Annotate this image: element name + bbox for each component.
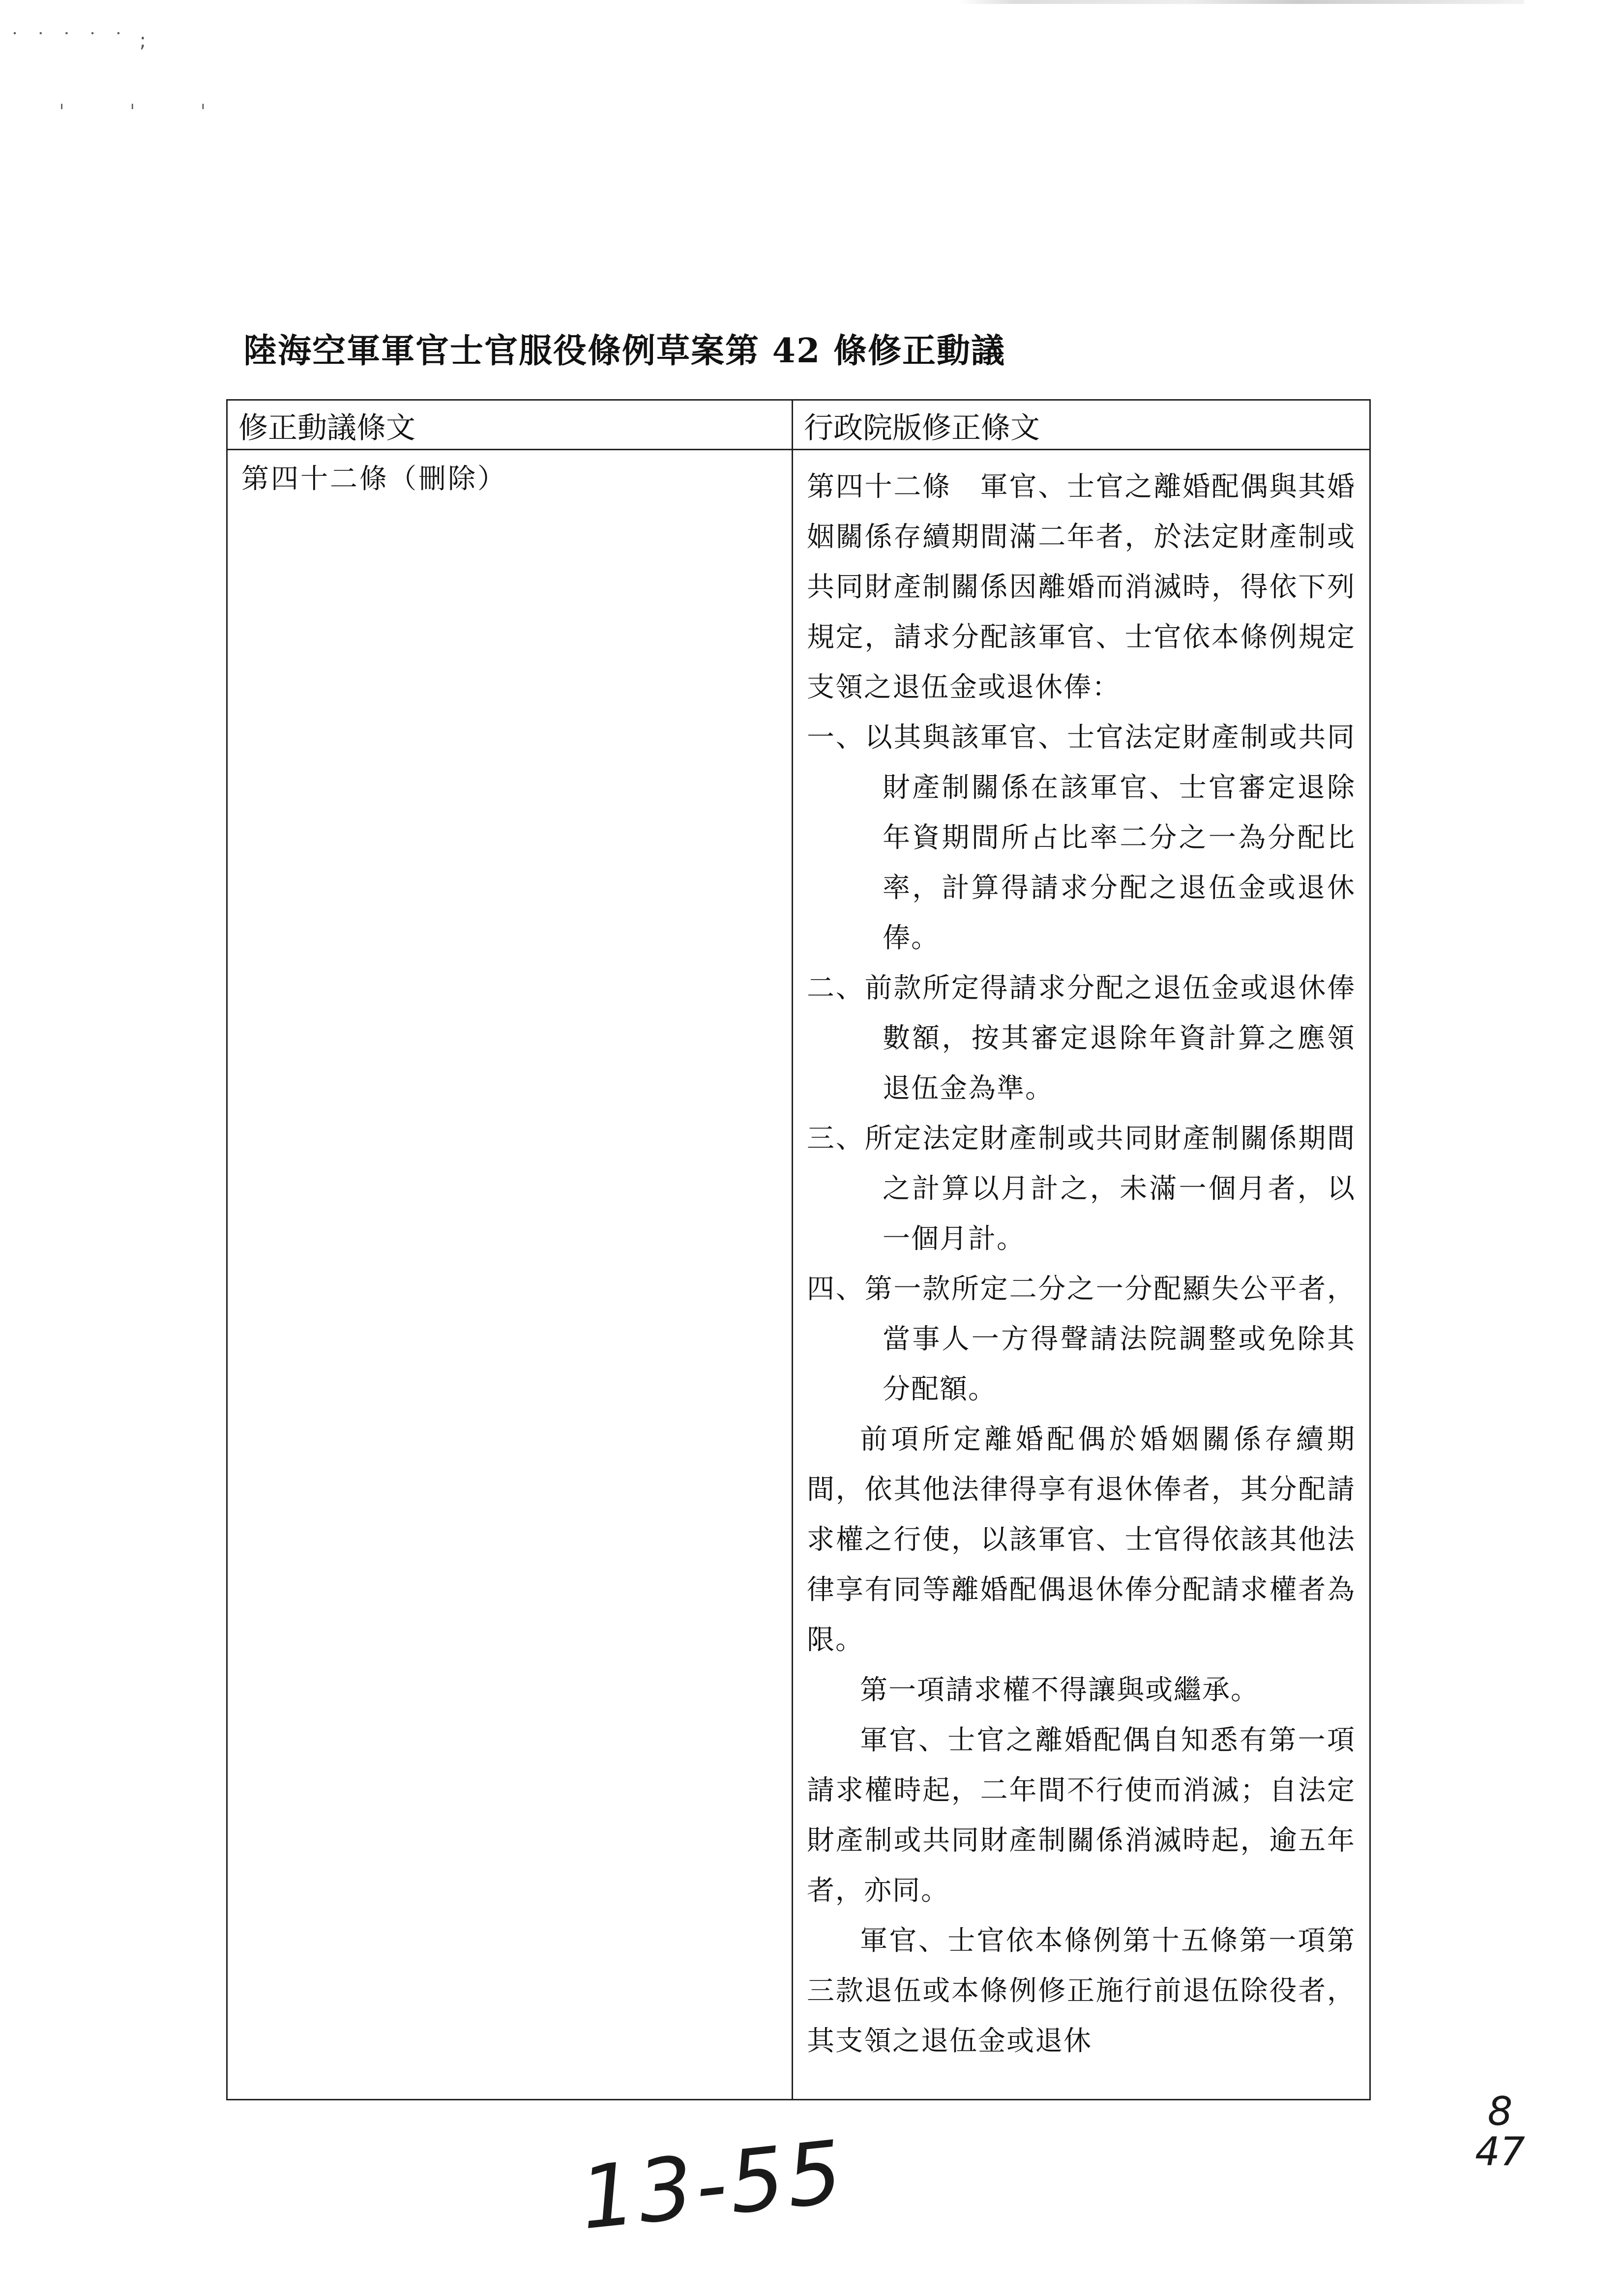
- scan-artifact: [959, 0, 1524, 4]
- document-title: 陸海空軍軍官士官服役條例草案第 42 條修正動議: [243, 331, 1005, 371]
- paragraph: 第一項請求權不得讓與或繼承。: [860, 1674, 1259, 1706]
- amendment-article-text: 第四十二條（刪除）: [241, 463, 507, 495]
- list-item: [807, 713, 1356, 963]
- handwritten-side-note: [1475, 2089, 1525, 2175]
- header-executive-yuan-text: 行政院版修正條文: [793, 400, 1370, 450]
- table-row: [227, 450, 1370, 2100]
- list-item: [807, 1114, 1356, 1264]
- item-number: 四、: [807, 1273, 865, 1305]
- item-text: 以其與該軍官、士官法定財產制或共同財產制關係在該軍官、士官審定退除年資期間所占比率二分之一為分配比率，計算得請求分配之退伍金或退休俸。: [864, 722, 1356, 954]
- item-text: 前款所定得請求分配之退伍金或退休俸數額，按其審定退除年資計算之應領退伍金為準。: [864, 972, 1356, 1104]
- item-number: 二、: [807, 972, 865, 1004]
- scan-specks: ˌ ˌ ˌ: [59, 88, 236, 111]
- list-item: [807, 1264, 1356, 1415]
- item-text: 所定法定財產制或共同財產制關係期間之計算以月計之，未滿一個月者，以一個月計。: [864, 1123, 1356, 1255]
- list-item: [807, 963, 1356, 1114]
- handwritten-side-top: 8: [1487, 2089, 1513, 2134]
- item-number: 三、: [807, 1123, 865, 1155]
- scan-specks: ˙ ˙ ˙ ˙ ˙ ;: [10, 29, 151, 52]
- article-heading-paragraph: 第四十二條 軍官、士官之離婚配偶與其婚姻關係存續期間滿二年者，於法定財產制或共同財產制關係因離婚而消滅時，得依下列規定，請求分配該軍官、士官依本條例規定支領之退伍金或退休俸：: [807, 471, 1356, 703]
- amendment-table: [226, 399, 1371, 2100]
- handwritten-page-number: 13-55: [575, 2122, 850, 2249]
- item-number: 一、: [807, 722, 865, 754]
- paragraph: 軍官、士官依本條例第十五條第一項第三款退伍或本條例修正施行前退伍除役者，其支領之退伍金或退休: [807, 1925, 1356, 2057]
- handwritten-side-bottom: 47: [1475, 2129, 1525, 2175]
- paragraph: 前項所定離婚配偶於婚姻關係存續期間，依其他法律得享有退休俸者，其分配請求權之行使，以該軍官、士官得依該其他法律享有同等離婚配偶退休俸分配請求權者為限。: [807, 1424, 1356, 1656]
- executive-yuan-cell: [793, 450, 1370, 2100]
- header-amendment-text: 修正動議條文: [227, 400, 793, 450]
- amendment-cell: [227, 450, 793, 2100]
- item-text: 第一款所定二分之一分配顯失公平者，當事人一方得聲請法院調整或免除其分配額。: [864, 1273, 1356, 1405]
- table-header-row: [227, 400, 1370, 450]
- paragraph: 軍官、士官之離婚配偶自知悉有第一項請求權時起，二年間不行使而消滅；自法定財產制或共同財產制關係消滅時起，逾五年者，亦同。: [807, 1724, 1356, 1907]
